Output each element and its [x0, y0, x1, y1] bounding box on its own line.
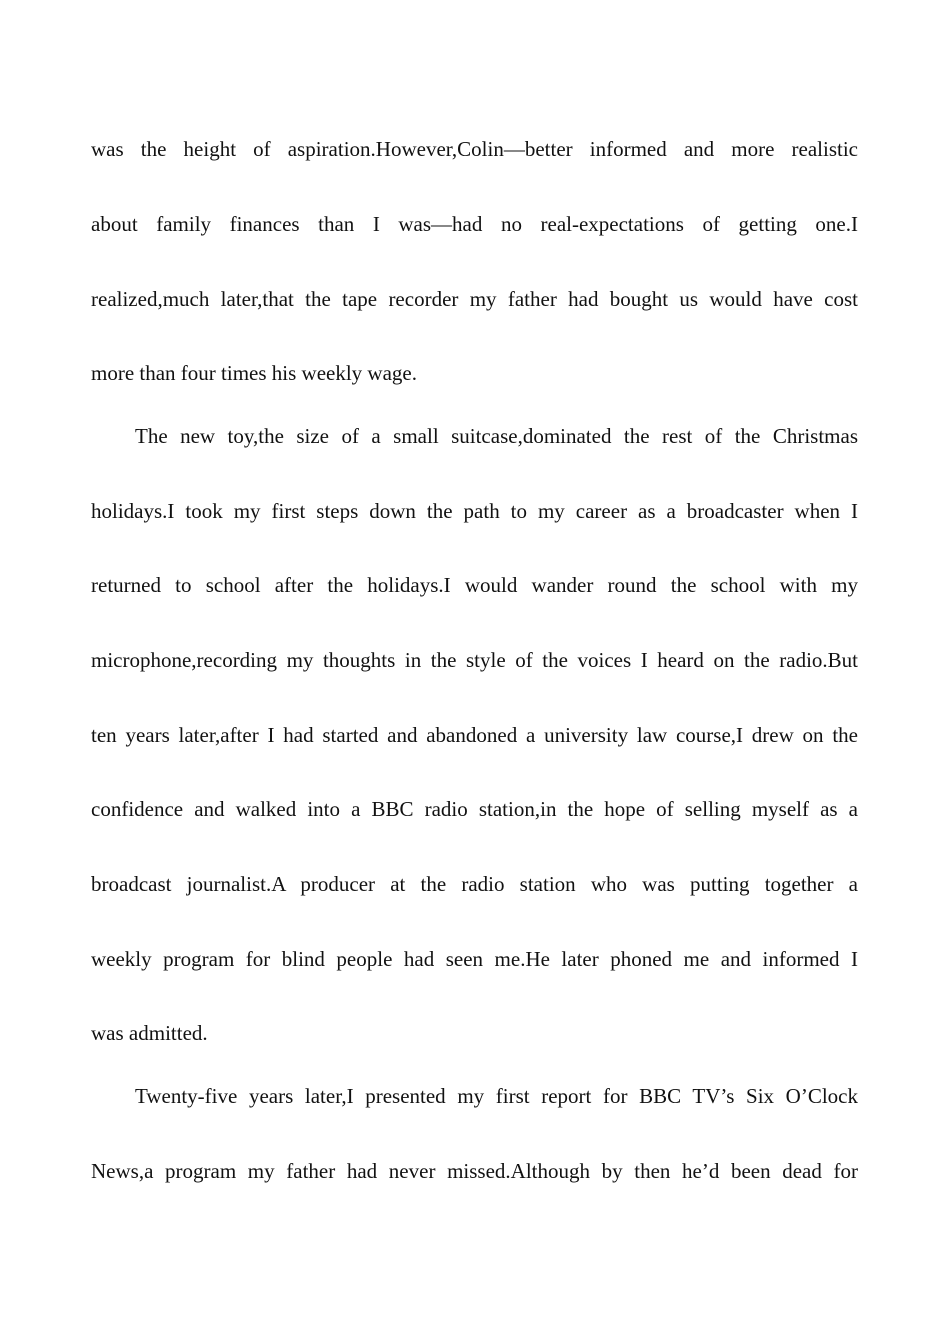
paragraph-2-line-9: was admitted. [91, 1021, 208, 1045]
paragraph-3-line-1: Twenty-five years later,I presented my first report for BBC TV’s Six O’Clock [135, 1084, 858, 1108]
paragraph-2-line-8: weekly program for blind people had seen me.He later phoned me and informed I [91, 947, 858, 971]
paragraph-2-line-7: broadcast journalist.A producer at the radio station who was putting together a [91, 872, 858, 896]
paragraph-1-line-2: about family finances than I was—had no real-expectations of getting one.I [91, 212, 858, 236]
paragraph-2-line-5: ten years later,after I had started and abandoned a university law course,I drew on the [91, 723, 858, 747]
paragraph-2-line-2: holidays.I took my first steps down the path to my career as a broadcaster when I [91, 499, 858, 523]
paragraph-2-line-1: The new toy,the size of a small suitcase,dominated the rest of the Christmas [135, 424, 858, 448]
paragraph-1-line-1: was the height of aspiration.However,Colin—better informed and more realistic [91, 137, 858, 161]
paragraph-1-line-3: realized,much later,that the tape recorder my father had bought us would have cost [91, 287, 858, 311]
paragraph-1-line-4: more than four times his weekly wage. [91, 361, 417, 385]
paragraph-2-line-6: confidence and walked into a BBC radio station,in the hope of selling myself as a [91, 797, 858, 821]
paragraph-2-line-4: microphone,recording my thoughts in the style of the voices I heard on the radio.But [91, 648, 858, 672]
paragraph-2-line-3: returned to school after the holidays.I would wander round the school with my [91, 573, 858, 597]
paragraph-3-line-2: News,a program my father had never missed.Although by then he’d been dead for [91, 1159, 858, 1183]
